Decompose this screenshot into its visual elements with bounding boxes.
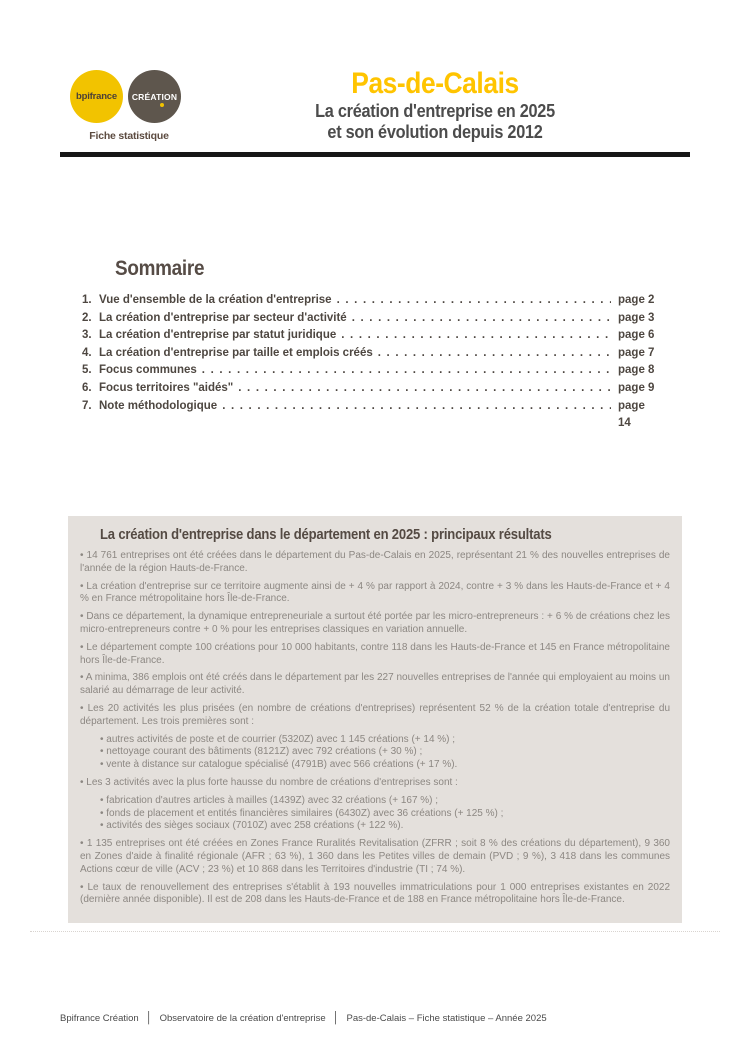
toc-item-number: 5. xyxy=(82,364,92,377)
toc-item-page: page 6 xyxy=(618,329,655,342)
toc-item-page: page 2 xyxy=(618,294,655,306)
toc-dotted-leader xyxy=(378,345,611,363)
footer-brand: Bpifrance Création xyxy=(60,1013,139,1024)
page-subtitle-line1: La création d'entreprise en 2025 xyxy=(315,100,555,121)
toc-dotted-leader xyxy=(337,292,611,310)
result-paragraph-evolution: • La création d'entreprise sur ce territoire augmente ainsi de + 4 % par rapport à 2024, contre + 3 % dans les Hauts-de-France et + 4 % en France métropolitaine hors Île-de-France. xyxy=(80,580,670,605)
toc-item-number: 1. xyxy=(82,294,92,306)
fastest-growing-sublist xyxy=(100,795,670,833)
bpifrance-logo-text: bpifrance xyxy=(76,91,117,102)
result-paragraph-jobs: • A minima, 386 emplois ont été créés dans le département par les 227 nouvelles entreprises de l'année qui employaient au moins un salarié au démarrage de leur activité. xyxy=(80,672,670,697)
toc-item-page: page 7 xyxy=(618,346,655,359)
result-subitem: • autres activités de poste et de courrier (5320Z) avec 1 145 créations (+ 14 %) ; xyxy=(100,733,456,745)
toc-dotted-leader xyxy=(202,362,611,380)
footer-doc-info: Pas-de-Calais – Fiche statistique – Année 2025 xyxy=(346,1013,547,1024)
toc-item-overview[interactable] xyxy=(82,292,658,310)
page-footer xyxy=(60,1012,547,1024)
toc-item-sector[interactable] xyxy=(82,310,658,328)
toc-item-number: 7. xyxy=(82,399,92,412)
toc-item-communes[interactable] xyxy=(82,362,658,380)
toc-item-page: page 9 xyxy=(618,381,655,394)
result-paragraph-top-activities: • Les 20 activités les plus prisées (en nombre de créations d'entreprises) représentent 52 % de la création totale d'entreprise du département. Les trois premières sont : xyxy=(80,702,670,727)
result-paragraph-creations-total: • 14 761 entreprises ont été créées dans le département du Pas-de-Calais en 2025, représentant 21 % des nouvelles entreprises de l'année de la région Hauts-de-France. xyxy=(80,550,670,574)
toc-item-page: page 8 xyxy=(618,364,655,377)
result-paragraph-density: • Le département compte 100 créations pour 10 000 habitants, contre 118 dans les Hauts-de-France et 145 en France métropolitaine hors Île-de-France. xyxy=(80,641,670,666)
toc-dotted-leader xyxy=(341,327,611,345)
bpifrance-creation-logo xyxy=(70,70,188,142)
toc-item-label: Vue d'ensemble de la création d'entreprise xyxy=(99,294,332,306)
result-paragraph-micro-entrepreneurs: • Dans ce département, la dynamique entrepreneuriale a surtout été portée par les micro-entrepreneurs : + 6 % de créations chez les micro-entrepreneurs contre + 0 % pour les entreprises classiques en variation annuelle. xyxy=(80,611,670,635)
result-subitem: • fonds de placement et entités financières similaires (6430Z) avec 36 créations (+ 125 %) ; xyxy=(100,807,504,819)
toc-item-label: La création d'entreprise par secteur d'activité xyxy=(99,311,347,324)
toc-item-size-jobs[interactable] xyxy=(82,345,658,363)
toc-item-label: Focus territoires "aidés" xyxy=(99,381,234,394)
toc-item-number: 4. xyxy=(82,346,92,359)
toc-heading: Sommaire xyxy=(115,257,205,280)
toc-item-label: Focus communes xyxy=(99,364,197,377)
result-paragraph-zones: • 1 135 entreprises ont été créées en Zones France Ruralités Revitalisation (ZFRR ; soit 8 % des créations du département), 9 360 en Zones d'aide à finalité régionale (AFR ; 63 %), 1 360 dans les Petites villes de demain (PVD ; 9 %), 3 418 dans les communes Actions cœur de ville (ACV ; 23 %) et 10 868 dans les Territoires d'industrie (TI ; 74 %). xyxy=(80,838,670,875)
toc-item-label: Note méthodologique xyxy=(99,399,218,412)
page-break-divider xyxy=(30,931,720,932)
result-paragraph-fastest-growing: • Les 3 activités avec la plus forte hausse du nombre de créations d'entreprises sont : xyxy=(80,776,458,788)
logo-circles xyxy=(70,70,188,123)
page-subtitle-line2: et son évolution depuis 2012 xyxy=(327,120,543,142)
page-title: Pas-de-Calais xyxy=(351,67,519,100)
footer-separator: │ xyxy=(332,1012,340,1024)
top-activities-sublist xyxy=(100,734,670,772)
result-paragraph-renewal-rate: • Le taux de renouvellement des entreprises s'établit à 193 nouvelles immatriculations pour 1 000 entreprises existantes en 2022 (dernière année disponible). Il est de 208 dans les Hauts-de-France et de 188 en France métropolitaine hors Île-de-France. xyxy=(80,881,670,906)
toc-dotted-leader xyxy=(222,398,611,416)
results-title: La création d'entreprise dans le département en 2025 : principaux résultats xyxy=(100,527,552,543)
toc-item-territoires-aides[interactable] xyxy=(82,380,658,398)
footer-separator: │ xyxy=(145,1012,153,1024)
toc-item-label: La création d'entreprise par statut juridique xyxy=(99,329,337,342)
toc-item-number: 3. xyxy=(82,329,92,342)
toc-item-legal-status[interactable] xyxy=(82,327,658,345)
toc-item-methodology[interactable] xyxy=(82,398,658,433)
toc-item-label: La création d'entreprise par taille et emplois créés xyxy=(99,346,373,359)
toc-item-page: page 3 xyxy=(618,311,655,324)
toc-dotted-leader xyxy=(238,380,611,398)
result-subitem: • activités des sièges sociaux (7010Z) avec 258 créations (+ 122 %). xyxy=(100,820,404,832)
result-subitem: • fabrication d'autres articles à mailles (1439Z) avec 32 créations (+ 167 %) ; xyxy=(100,794,439,806)
key-results-panel xyxy=(68,516,682,923)
footer-source: Observatoire de la création d'entreprise xyxy=(159,1013,326,1024)
creation-i-dot-accent xyxy=(160,103,164,107)
toc-item-page: page 14 xyxy=(618,399,645,430)
toc-list xyxy=(60,292,658,433)
creation-logo-icon xyxy=(128,70,181,123)
result-subitem: • vente à distance sur catalogue spécialisé (4791B) avec 566 créations (+ 17 %). xyxy=(100,759,458,771)
toc-dotted-leader xyxy=(352,310,611,328)
header-title-block xyxy=(225,67,645,142)
table-of-contents xyxy=(60,257,658,433)
bpifrance-logo-icon xyxy=(70,70,123,123)
logo-tagline: Fiche statistique xyxy=(89,130,169,142)
creation-logo-text: CRÉATION xyxy=(131,91,178,102)
header-divider xyxy=(60,152,690,157)
toc-item-number: 2. xyxy=(82,311,92,324)
result-subitem: • nettoyage courant des bâtiments (8121Z) avec 792 créations (+ 30 %) ; xyxy=(100,746,423,758)
toc-item-number: 6. xyxy=(82,381,92,394)
